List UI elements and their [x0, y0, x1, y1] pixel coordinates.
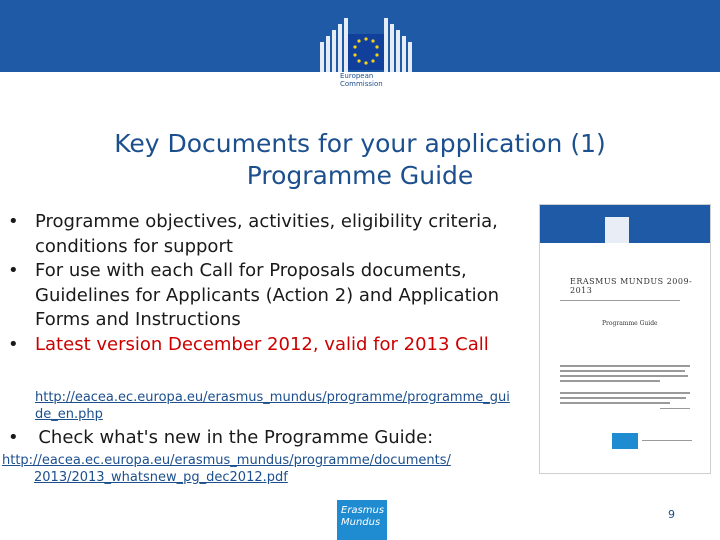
- bullet-item: [8, 210, 528, 259]
- thumbnail-text-line: [560, 392, 690, 394]
- bullet-marker: •: [8, 211, 19, 232]
- thumbnail-text-line: [660, 408, 690, 409]
- thumbnail-erasmus-logo: [612, 433, 638, 449]
- logo-line-2: Mundus: [341, 517, 381, 528]
- thumbnail-text-line: [560, 375, 688, 377]
- organisation-name: [340, 72, 383, 88]
- thumbnail-ec-logo: [605, 217, 629, 243]
- thumbnail-text-line: [560, 300, 680, 301]
- whats-new-link[interactable]: [2, 452, 512, 486]
- bullet-list: [8, 210, 528, 357]
- thumbnail-text-line: [560, 402, 670, 404]
- thumbnail-title: ERASMUS MUNDUS 2009-2013: [570, 277, 693, 295]
- thumbnail-text-line: [642, 440, 692, 441]
- thumbnail-text-line: [560, 380, 660, 382]
- page-number: 9: [668, 508, 675, 521]
- thumbnail-text-line: [560, 397, 686, 399]
- bullet-marker: •: [8, 427, 19, 448]
- slide-title: [40, 128, 680, 192]
- programme-guide-cover-thumbnail: [540, 205, 710, 473]
- thumbnail-subtitle: Programme Guide: [602, 320, 658, 327]
- bullet-item: [8, 259, 528, 333]
- link-line-1: http://eacea.ec.europa.eu/erasmus_mundus/programme/documents/: [2, 453, 451, 468]
- title-line-2: Programme Guide: [246, 161, 474, 190]
- bullet-item-highlight: [8, 333, 528, 358]
- thumbnail-text-line: [560, 370, 685, 372]
- bullet-item-whatsnew: [8, 426, 433, 450]
- bullet-text: Programme objectives, activities, eligibility criteria, conditions for support: [35, 211, 498, 257]
- link-line-2: 2013/2013_whatsnew_pg_dec2012.pdf: [34, 470, 288, 485]
- bullet-text: Check what's new in the Programme Guide:: [38, 427, 434, 448]
- logo-line-1: Erasmus: [341, 505, 385, 516]
- org-line-2: Commission: [340, 80, 383, 88]
- bullet-text: Latest version December 2012, valid for 2013 Call: [35, 333, 489, 355]
- bullet-text: For use with each Call for Proposals documents, Guidelines for Applicants (Action 2) and Application Forms and Instructions: [35, 260, 500, 330]
- org-line-1: European: [340, 72, 374, 80]
- erasmus-mundus-logo: [337, 500, 387, 540]
- bullet-marker: •: [8, 333, 19, 355]
- programme-guide-link[interactable]: http://eacea.ec.europa.eu/erasmus_mundus/programme/programme_guide_en.php: [35, 390, 510, 422]
- thumbnail-text-line: [560, 365, 690, 367]
- title-line-1: Key Documents for your application (1): [114, 129, 606, 158]
- bullet-marker: •: [8, 260, 19, 281]
